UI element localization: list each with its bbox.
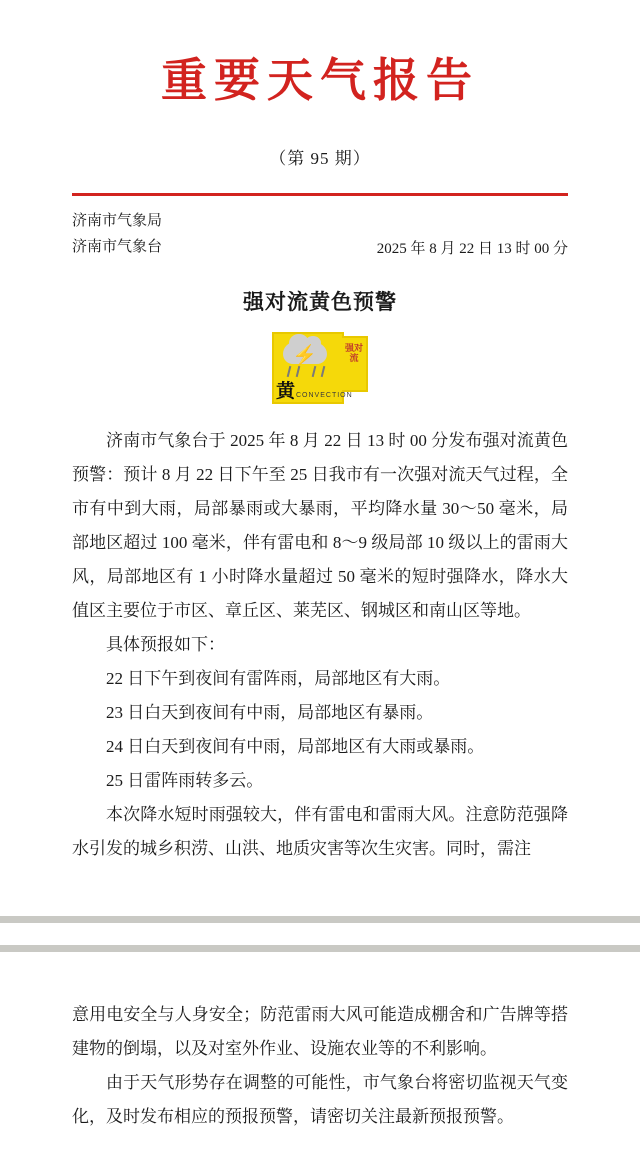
report-body-top bbox=[72, 424, 568, 866]
badge-english-label: CONVECTION bbox=[296, 392, 353, 399]
paragraph: 23 日白天到夜间有中雨，局部地区有暴雨。 bbox=[106, 703, 434, 722]
page-separator-band-top bbox=[0, 916, 640, 923]
warning-badge-wrapper bbox=[72, 332, 568, 404]
issue-number: （第 95 期） bbox=[269, 148, 371, 168]
document-header-section bbox=[0, 52, 640, 866]
convection-warning-icon bbox=[272, 332, 368, 404]
paragraph: 意用电安全与人身安全；防范雷雨大风可能造成棚舍和广告牌等搭建物的倒塌，以及对室外作业、设施农业等的不利影响。 bbox=[72, 1005, 568, 1058]
paragraph: 22 日下午到夜间有雷阵雨，局部地区有大雨。 bbox=[106, 669, 451, 688]
warning-title: 强对流黄色预警 bbox=[243, 290, 397, 314]
issuer-block bbox=[72, 208, 162, 261]
document-continuation-section bbox=[0, 998, 640, 1134]
badge-side-tab: 强对流 bbox=[342, 336, 368, 392]
paragraph: 25 日雷阵雨转多云。 bbox=[106, 771, 264, 790]
page-title: 重要天气报告 bbox=[161, 55, 479, 106]
badge-level-char: 黄 bbox=[276, 381, 296, 402]
page-separator-gap bbox=[0, 923, 640, 945]
paragraph: 济南市气象台于 2025 年 8 月 22 日 13 时 00 分发布强对流黄色预警：预计 8 月 22 日下午至 25 日我市有一次强对流天气过程，全市有中到大雨，局部暴雨或大暴雨，平均降水量 30～50 毫米，局部地区超过 100 毫米，伴有雷电和 8～9 级局部 10 级以上的雷雨大风，局部地区有 1 小时降水量超过 50 毫米的短时强降水，降水大值区主要位于市区、章丘区、莱芜区、钢城区和南山区等地。 bbox=[72, 431, 568, 620]
rain-icon bbox=[286, 366, 326, 380]
weather-report-page bbox=[0, 52, 640, 1134]
paragraph: 由于天气形势存在调整的可能性，市气象台将密切监视天气变化，及时发布相应的预报预警，请密切关注最新预报预警。 bbox=[72, 1073, 568, 1126]
issuer-meta-row bbox=[72, 208, 568, 261]
paragraph: 本次降水短时雨强较大，伴有雷电和雷雨大风。注意防范强降水引发的城乡积涝、山洪、地质灾害等次生灾害。同时，需注 bbox=[72, 805, 568, 858]
issue-datetime: 2025 年 8 月 22 日 13 时 00 分 bbox=[376, 241, 568, 257]
report-body-bottom bbox=[72, 998, 568, 1134]
issuer-observatory: 济南市气象台 bbox=[72, 238, 163, 255]
issuer-bureau: 济南市气象局 bbox=[72, 212, 163, 229]
paragraph: 具体预报如下： bbox=[106, 635, 225, 654]
page-separator-band-bottom bbox=[0, 945, 640, 952]
header-divider bbox=[72, 193, 568, 196]
paragraph: 24 日白天到夜间有中雨，局部地区有大雨或暴雨。 bbox=[106, 737, 485, 756]
